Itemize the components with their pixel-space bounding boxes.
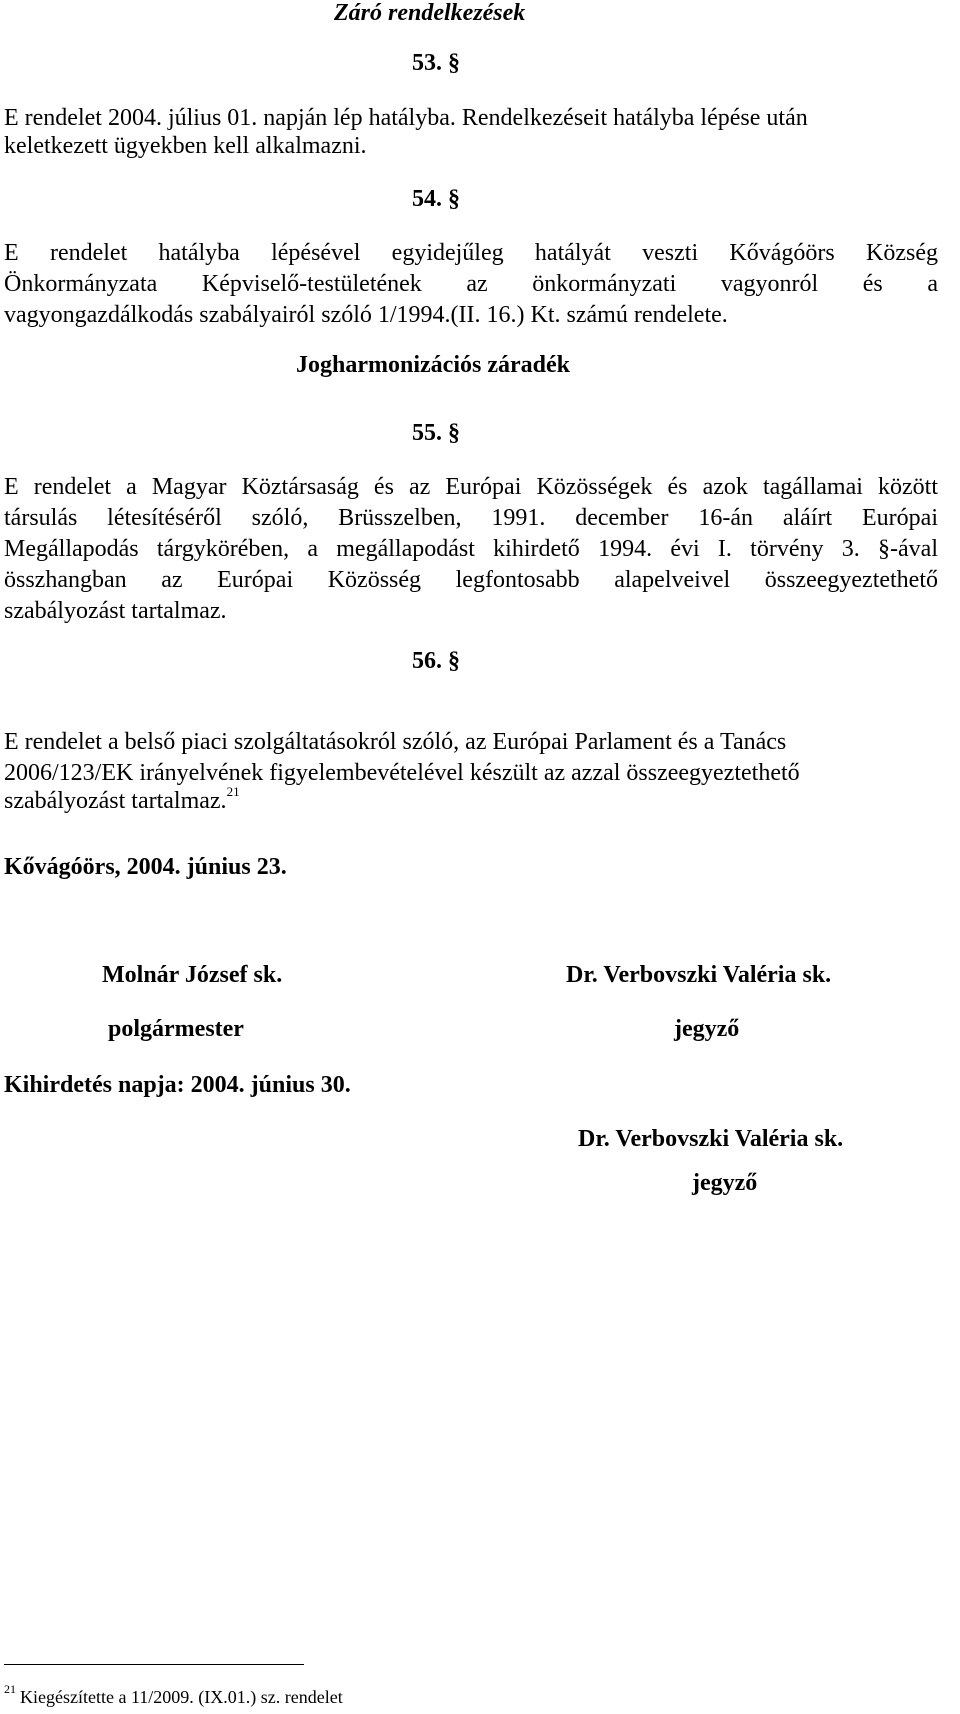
paragraph-55-line-3: Megállapodás tárgykörében, a megállapodást kihirdető 1994. évi I. törvény 3. §-ával bbox=[4, 536, 938, 562]
paragraph-54-number: 54. § bbox=[412, 186, 460, 212]
signature-left-title: polgármester bbox=[108, 1016, 244, 1042]
paragraph-53-number: 53. § bbox=[412, 50, 460, 76]
paragraph-54-line-1: E rendelet hatályba lépésével egyidejűleg hatályát veszti Kővágóörs Község bbox=[4, 240, 938, 266]
paragraph-55-line-4: összhangban az Európai Közösség legfontosabb alapelveivel összeegyeztethető bbox=[4, 567, 938, 593]
paragraph-54-line-3: vagyongazdálkodás szabályairól szóló 1/1994.(II. 16.) Kt. számú rendelete. bbox=[4, 302, 728, 328]
promulgation-signer-title: jegyző bbox=[692, 1170, 758, 1196]
paragraph-55-line-2: társulás létesítéséről szóló, Brüsszelben, 1991. december 16-án aláírt Európai bbox=[4, 505, 938, 531]
section-title: Záró rendelkezések bbox=[334, 0, 526, 26]
footnote-number: 21 bbox=[4, 1682, 16, 1696]
signature-left-name: Molnár József sk. bbox=[102, 962, 283, 988]
signature-right-name: Dr. Verbovszki Valéria sk. bbox=[566, 962, 832, 988]
footnote-reference[interactable]: 21 bbox=[226, 784, 240, 799]
paragraph-55-number: 55. § bbox=[412, 420, 460, 446]
promulgation-date: Kihirdetés napja: 2004. június 30. bbox=[4, 1072, 351, 1098]
footnote bbox=[4, 1682, 343, 1710]
paragraph-55-line-5: szabályozást tartalmaz. bbox=[4, 598, 227, 624]
paragraph-54-line-2: Önkormányzata Képviselő-testületének az önkormányzati vagyonról és a bbox=[4, 271, 938, 297]
promulgation-signer-name: Dr. Verbovszki Valéria sk. bbox=[578, 1126, 844, 1152]
footnote-separator bbox=[4, 1664, 304, 1665]
paragraph-56-line-3-wrap bbox=[4, 786, 240, 816]
paragraph-53-line-2: keletkezett ügyekben kell alkalmazni. bbox=[4, 133, 367, 159]
paragraph-56-line-3: szabályozást tartalmaz. bbox=[4, 788, 227, 814]
paragraph-56-line-1: E rendelet a belső piaci szolgáltatásokról szóló, az Európai Parlament és a Tanács bbox=[4, 729, 787, 755]
footnote-text: Kiegészítette a 11/2009. (IX.01.) sz. rendelet bbox=[20, 1687, 343, 1707]
paragraph-53-line-1: E rendelet 2004. július 01. napján lép hatályba. Rendelkezéseit hatályba lépése után bbox=[4, 105, 808, 131]
paragraph-56-line-2: 2006/123/EK irányelvének figyelembevételével készült az azzal összeegyeztethető bbox=[4, 760, 800, 786]
place-and-date: Kővágóörs, 2004. június 23. bbox=[4, 854, 287, 880]
paragraph-56-number: 56. § bbox=[412, 648, 460, 674]
paragraph-55-line-1: E rendelet a Magyar Köztársaság és az Európai Közösségek és azok tagállamai között bbox=[4, 474, 938, 500]
signature-right-title: jegyző bbox=[674, 1016, 740, 1042]
harmonization-title: Jogharmonizációs záradék bbox=[296, 352, 570, 378]
